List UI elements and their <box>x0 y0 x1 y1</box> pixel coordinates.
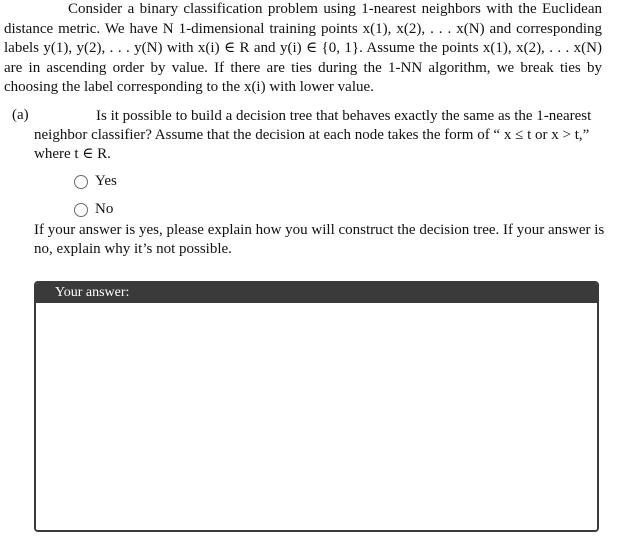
answer-box-header: Your answer: <box>36 283 597 303</box>
explanation-instructions: If your answer is yes, please explain how you will construct the decision tree. If your answer is no, explain why it’s not possible. <box>34 222 605 257</box>
problem-intro <box>4 0 602 98</box>
answer-box <box>34 281 599 532</box>
option-no[interactable] <box>74 196 117 223</box>
option-yes[interactable] <box>74 168 117 195</box>
question-text: Is it possible to build a decision tree that behaves exactly the same as the 1-nearest neighbor classifier? Assume that the decision at each node takes the form of “ x ≤ t or x > t,” where t ∈ R. <box>34 108 592 162</box>
answer-options <box>74 168 117 224</box>
question-block <box>34 107 604 164</box>
option-no-label: No <box>95 201 114 217</box>
question-part-label: (a) <box>12 107 29 123</box>
radio-button-no[interactable] <box>74 203 88 217</box>
radio-button-yes[interactable] <box>74 175 88 189</box>
option-yes-label: Yes <box>95 173 117 189</box>
answer-textarea[interactable] <box>36 303 597 530</box>
problem-intro-text: Consider a binary classification problem using 1-nearest neighbors with the Euclidean distance metric. We have N 1-dimensional training points x(1), x(2), . . . x(N) and corresponding labels y(1), y(2), . . . y(N) with x(i) ∈ R and y(i) ∈ {0, 1}. Assume the points x(1), x(2), . . . x(N) are in ascending order by value. If there are ties during the 1-NN algorithm, we break ties by choosing the label corresponding to the x(i) with lower value. <box>4 1 602 95</box>
